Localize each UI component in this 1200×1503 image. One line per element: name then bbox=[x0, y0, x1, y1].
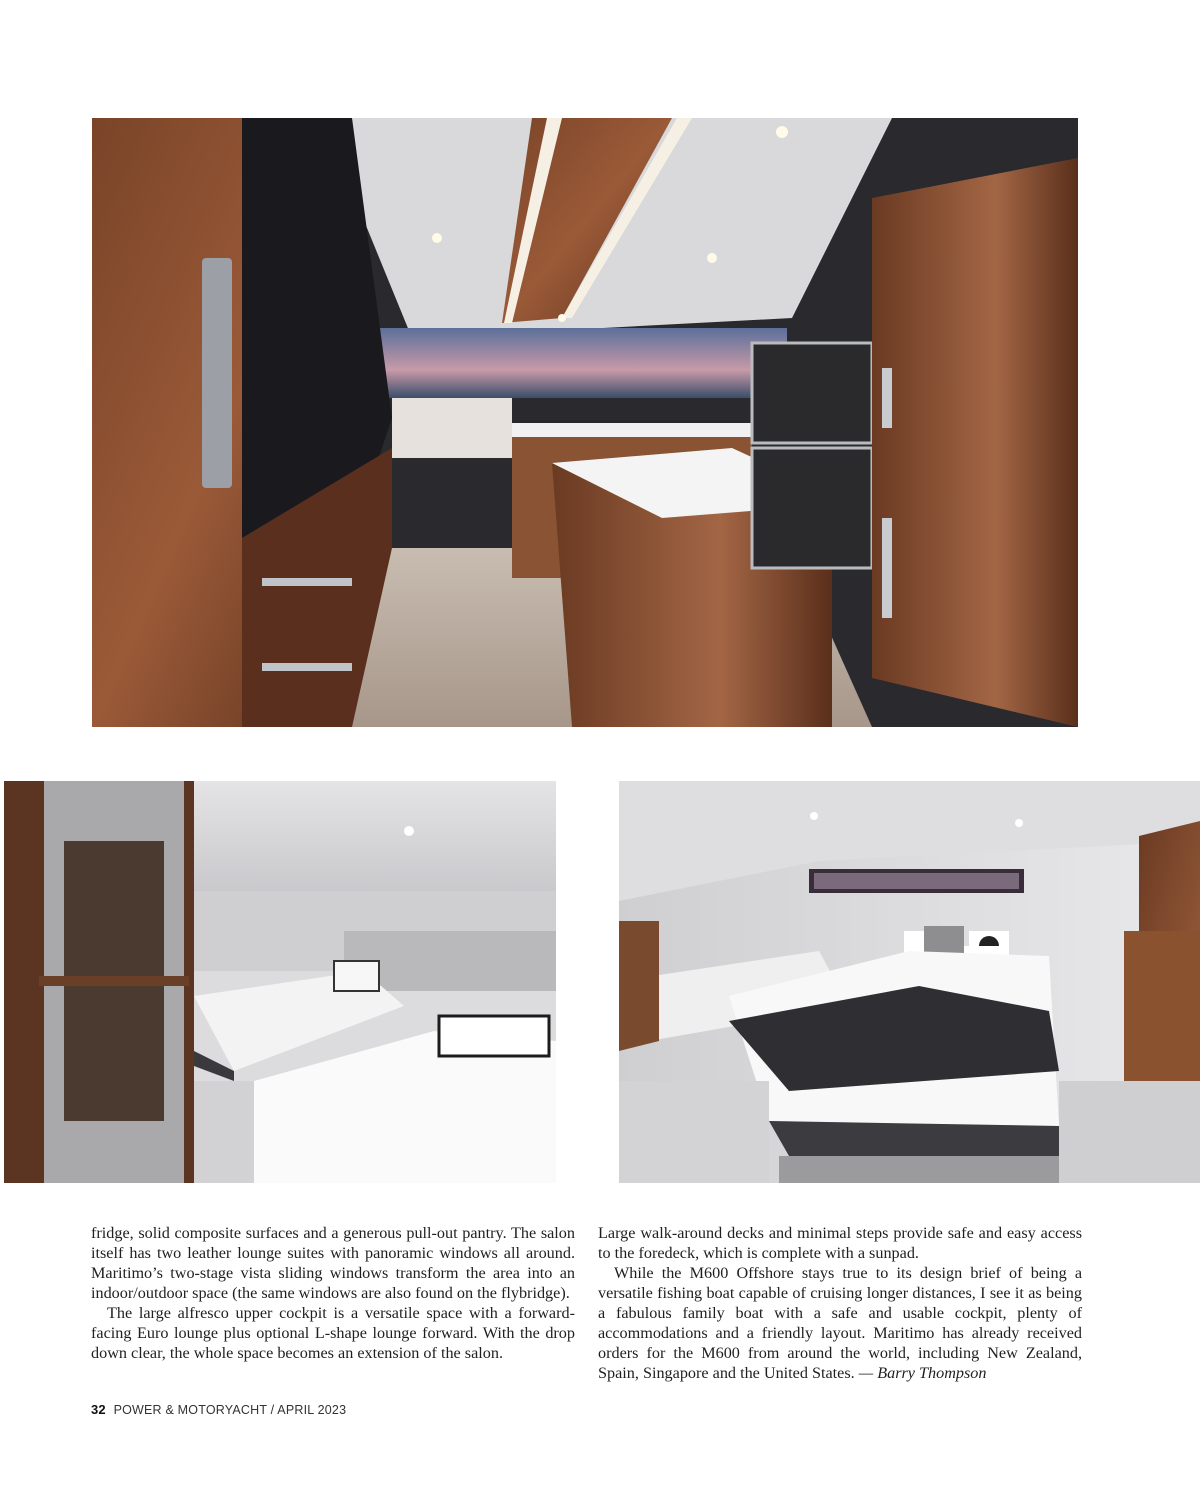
salon-galley-photo bbox=[92, 118, 1078, 727]
article-paragraph: fridge, solid composite surfaces and a generous pull-out pantry. The salon itself has two leather lounge suites with panoramic windows all around. Maritimo’s two-stage vista sliding windows transform the area into an indoor/outdoor space (the same windows are also found on the flybridge). bbox=[91, 1224, 575, 1302]
article-paragraph: The large alfresco upper cockpit is a versatile space with a forward-facing Euro lounge plus optional L-shape lounge forward. With the drop down clear, the whole space becomes an extension of the salon. bbox=[91, 1304, 575, 1362]
article-paragraph: Large walk-around decks and minimal steps provide safe and easy access to the foredeck, which is complete with a sunpad. bbox=[598, 1224, 1082, 1262]
article-paragraph bbox=[598, 1263, 1082, 1383]
article-column-left bbox=[91, 1223, 575, 1363]
guest-cabin-photo bbox=[4, 781, 556, 1183]
master-stateroom-photo bbox=[619, 781, 1200, 1183]
article-column-right bbox=[598, 1223, 1082, 1383]
page-footer bbox=[91, 1402, 346, 1417]
issue-date: / APRIL 2023 bbox=[270, 1403, 347, 1417]
article-paragraph-text: While the M600 Offshore stays true to its design brief of being a versatile fishing boat capable of cruising longer distances, I see it as being a fabulous family boat with a safe and usable cockpit, plenty of accommodations and a friendly layout. Maritimo has already received orders for the M600 from around the world, including New Zealand, Spain, Singapore and the United States. bbox=[598, 1264, 1082, 1382]
page-number: 32 bbox=[91, 1402, 106, 1417]
publication-name: POWER & MOTORYACHT bbox=[113, 1403, 267, 1417]
byline: — Barry Thompson bbox=[858, 1364, 987, 1382]
